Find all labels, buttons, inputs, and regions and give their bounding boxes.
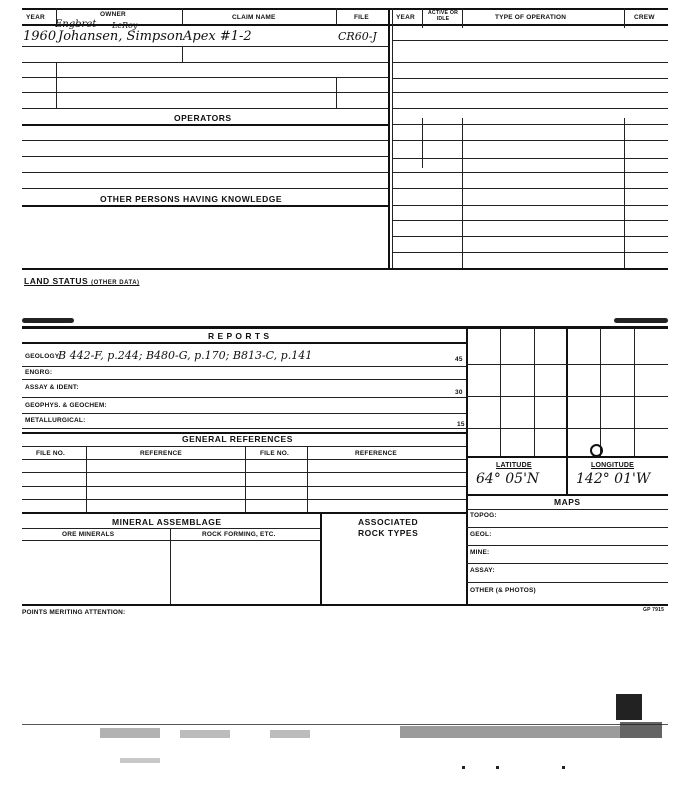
claims-file-header: FILE (354, 14, 369, 21)
location-marker-icon (590, 444, 603, 457)
report-geophys-label: GEOPHYS. & GEOCHEM: (25, 402, 107, 409)
report-geology-value: B 442-F, p.244; B480-G, p.170; B813-C, p.141 (58, 349, 313, 362)
owner-firstname2-handwritten: LeRoy (112, 21, 138, 30)
ops-active-idle-header: ACTIVE OR IDLE (427, 10, 459, 22)
other-persons-heading: OTHER PERSONS HAVING KNOWLEDGE (100, 194, 283, 204)
maps-assay-label: ASSAY: (470, 567, 495, 574)
report-geology-num: 45 (455, 356, 463, 363)
claims-claim-name-header: CLAIM NAME (232, 14, 276, 21)
land-status-label: LAND STATUS (OTHER DATA) (24, 276, 140, 286)
maps-other-label: OTHER (& PHOTOS) (470, 587, 536, 594)
assoc-rock-types-line1: ASSOCIATED (358, 517, 419, 527)
assoc-rock-types-line2: ROCK TYPES (358, 528, 419, 538)
ore-minerals-header: ORE MINERALS (62, 531, 115, 538)
genref-reference-2-header: REFERENCE (355, 450, 397, 457)
ops-crew-header: CREW (634, 14, 655, 21)
reports-title: R E P O R T S (208, 331, 270, 341)
claims-year-header: YEAR (26, 14, 45, 21)
report-metallurgical-label: METALLURGICAL: (25, 417, 86, 424)
maps-mine-label: MINE: (470, 549, 490, 556)
latitude-label: LATITUDE (496, 462, 532, 469)
report-assay-label: ASSAY & IDENT: (25, 384, 79, 391)
genref-reference-1-header: REFERENCE (140, 450, 182, 457)
operators-heading: OPERATORS (174, 113, 232, 123)
ops-year-header: YEAR (396, 14, 415, 21)
entry-owner-handwritten: Johansen, Simpson (58, 29, 184, 44)
longitude-label: LONGITUDE (591, 462, 635, 469)
claims-owner-header: OWNER (100, 11, 126, 18)
maps-geol-label: GEOL: (470, 531, 492, 538)
entry-claim-name-handwritten: Apex #1-2 (183, 29, 252, 44)
rock-forming-header: ROCK FORMING, ETC. (202, 531, 276, 538)
ops-type-header: TYPE OF OPERATION (495, 14, 567, 21)
latitude-value: 64° 05'N (476, 471, 540, 487)
report-geology-label: GEOLOGY: (25, 353, 62, 360)
genref-file-no-2-header: FILE NO. (260, 450, 290, 457)
entry-year-handwritten: 1960 (23, 29, 57, 44)
report-metallurgical-num: 15 (457, 421, 465, 428)
maps-title: MAPS (554, 497, 581, 507)
points-meriting-attention-label: POINTS MERITING ATTENTION: (22, 609, 126, 616)
longitude-value: 142° 01'W (576, 471, 651, 487)
owner-firstname-handwritten: Engbret (55, 19, 97, 30)
entry-file-handwritten: CR60-J (338, 30, 377, 43)
mineral-assemblage-title: MINERAL ASSEMBLAGE (112, 517, 222, 527)
form-number: GP 7915 (643, 607, 665, 613)
genref-file-no-1-header: FILE NO. (36, 450, 66, 457)
report-engrg-label: ENGRG: (25, 369, 53, 376)
maps-topog-label: TOPOG: (470, 512, 497, 519)
report-assay-num: 30 (455, 389, 463, 396)
general-references-title: GENERAL REFERENCES (182, 434, 293, 444)
